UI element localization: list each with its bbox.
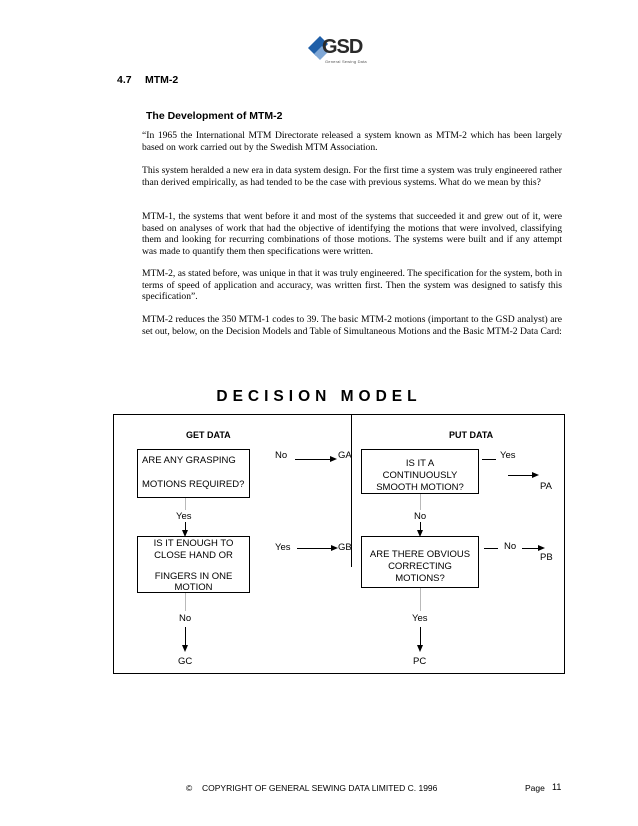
page-number: 11 — [552, 782, 562, 792]
put-no-1-label: No — [414, 511, 427, 522]
logo-subtext: General Sewing Data — [325, 59, 367, 64]
get-yes-2-label: Yes — [275, 542, 291, 553]
get-q1-line1: ARE ANY GRASPING — [142, 455, 236, 466]
get-no-arrowhead-icon — [182, 645, 188, 652]
get-q2-line3: FINGERS IN ONE — [154, 570, 233, 582]
put-no-2-label: No — [504, 541, 517, 552]
get-data-heading: GET DATA — [186, 430, 231, 440]
get-gb-result: GB — [338, 542, 352, 553]
page-label: Page — [525, 783, 545, 793]
put-pb-arrow-line — [522, 548, 538, 549]
decision-model-title: DECISION MODEL — [216, 388, 422, 405]
put-q1-line3: SMOOTH MOTION? — [376, 481, 464, 493]
get-ga-arrowhead-icon — [330, 456, 337, 462]
copyright-text: COPYRIGHT OF GENERAL SEWING DATA LIMITED C. 1996 — [202, 783, 438, 793]
paragraph-2: This system heralded a new era in data system design. For the first time a system was truly engineered rather than derived empirically, as had tended to be the case with previous systems. What do we mean by this? — [142, 165, 562, 188]
get-no-2-label: No — [179, 613, 192, 624]
get-question-2-box — [137, 536, 250, 593]
section-title: MTM-2 — [145, 74, 179, 86]
put-yes-arrowhead-icon — [417, 645, 423, 652]
put-question-2-box — [361, 536, 479, 588]
put-pa-arrow-line — [508, 475, 532, 476]
copyright-symbol: © — [186, 783, 193, 793]
put-q1-line1: IS IT A — [405, 458, 435, 469]
put-pc-result: PC — [413, 656, 427, 667]
get-gb-arrow-line — [297, 548, 331, 549]
put-data-heading: PUT DATA — [449, 430, 494, 440]
paragraph-4: MTM-2, as stated before, was unique in that it was truly engineered. The specification for the system, both in terms of speed of application and accuracy, was written first. Then the system was designed to satisfy this specification”. — [142, 268, 562, 303]
put-no-line-segment — [484, 548, 498, 549]
put-pa-arrowhead-icon — [532, 472, 539, 478]
get-yes-1-label: Yes — [176, 511, 192, 522]
put-q2-line1: ARE THERE OBVIOUS — [369, 549, 471, 560]
get-no-1-label: No — [275, 450, 288, 461]
get-q1-line2: MOTIONS REQUIRED? — [142, 478, 245, 490]
put-q1-line2: CONTINUOUSLY — [382, 469, 458, 481]
put-pb-arrowhead-icon — [538, 545, 545, 551]
get-connector-1 — [185, 498, 186, 510]
put-q2-line3: MOTIONS? — [395, 572, 445, 584]
put-pb-result: PB — [540, 552, 553, 563]
put-yes-line-segment — [482, 459, 496, 460]
put-connector-2 — [420, 588, 421, 611]
get-ga-result: GA — [338, 450, 352, 461]
section-number: 4.7 — [117, 74, 132, 86]
put-question-1-box — [361, 449, 479, 494]
get-question-1-box — [137, 449, 250, 498]
logo-text: GSD — [322, 36, 363, 58]
paragraph-5: MTM-2 reduces the 350 MTM-1 codes to 39. The basic MTM-2 motions (important to the GSD analyst) are set out, below, on the Decision Models and Table of Simultaneous Motions and the Basic MTM-2 Data Card: — [142, 314, 562, 337]
put-q2-line2: CORRECTING — [388, 560, 452, 572]
get-q2-line2: CLOSE HAND OR — [154, 549, 233, 561]
get-ga-arrow-line — [295, 459, 330, 460]
put-yes-1-label: Yes — [500, 450, 516, 461]
paragraph-1: “In 1965 the International MTM Directorate released a system known as MTM-2 which has been largely based on work carried out by the Swedish MTM Association. — [142, 130, 562, 153]
get-gb-arrowhead-icon — [331, 545, 338, 551]
paragraph-3: MTM-1, the systems that went before it and most of the systems that succeeded it and grew out of it, were based on analyses of work that had the objective of identifying the motions that were involved, classifying them and looking for recurring combinations of those motions. The systems were built and if any attempt was made to quantify them then specifications were written. — [142, 211, 562, 257]
get-q2-line4: MOTION — [174, 582, 213, 594]
get-gc-result: GC — [178, 656, 193, 667]
put-connector-1 — [420, 494, 421, 510]
section-heading — [117, 74, 178, 86]
get-q2-line1: IS IT ENOUGH TO — [153, 538, 234, 549]
put-yes-2-label: Yes — [412, 613, 428, 624]
put-pa-result: PA — [540, 481, 552, 492]
get-connector-2 — [185, 593, 186, 611]
subheading: The Development of MTM-2 — [146, 110, 283, 122]
